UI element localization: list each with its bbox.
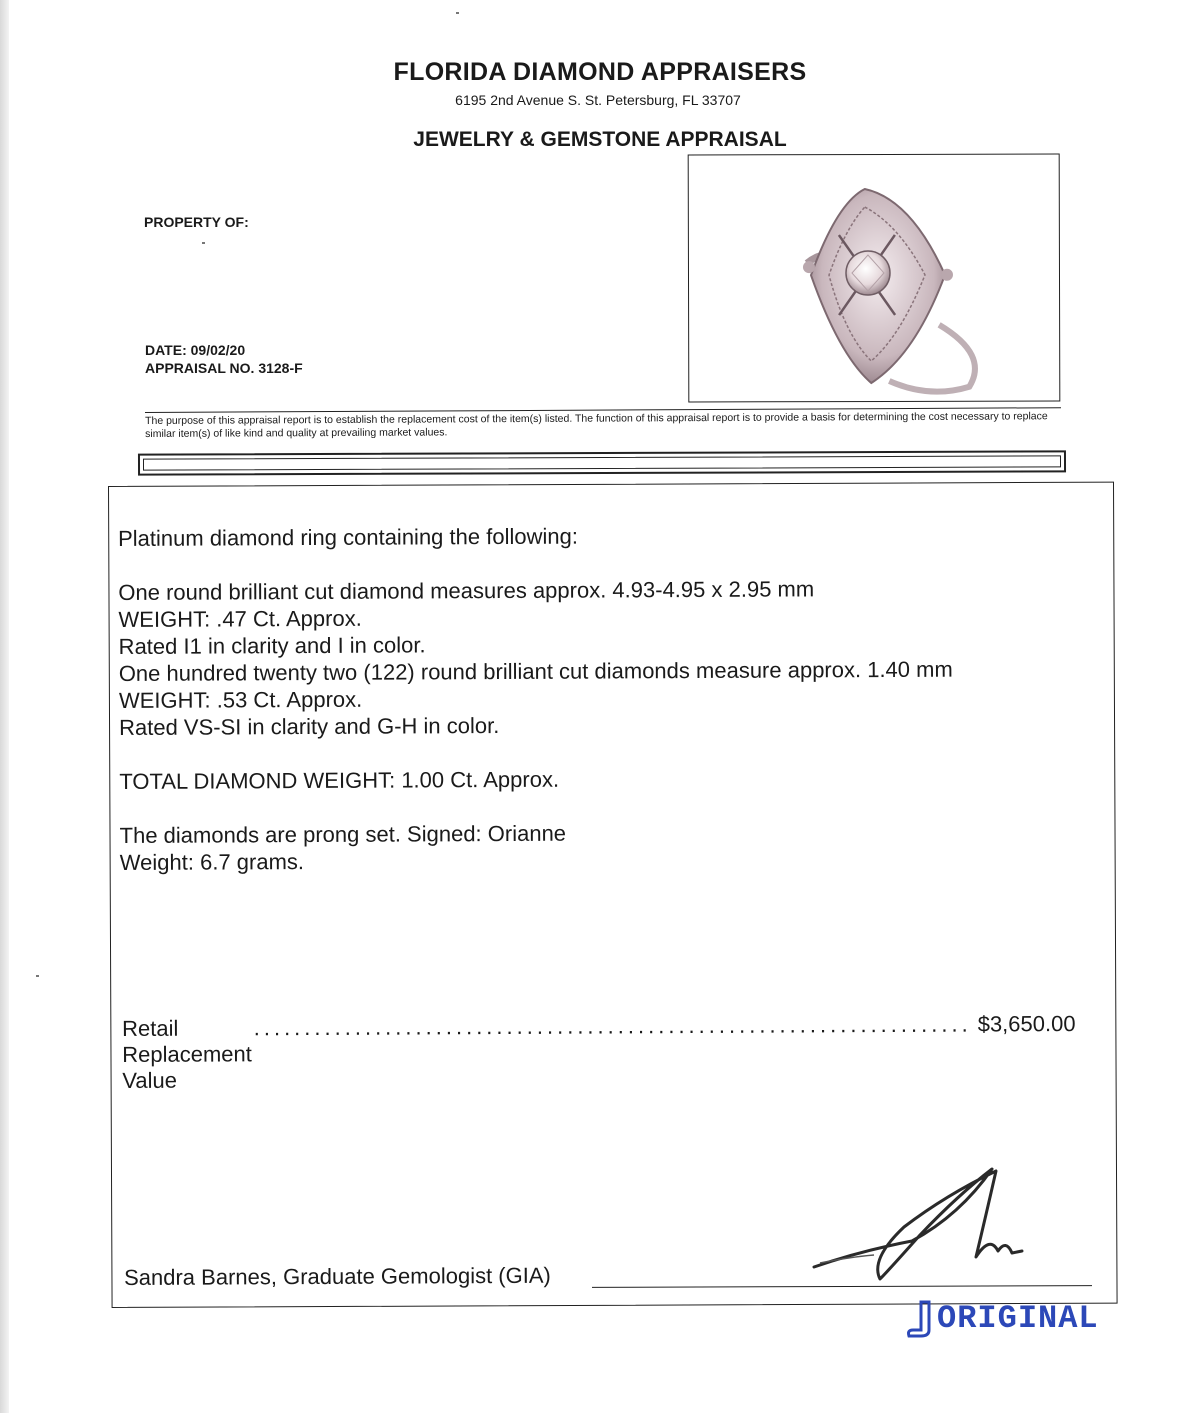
retail-value-label: Retail Replacement Value — [122, 1015, 252, 1093]
signer-name: Sandra Barnes, Graduate Gemologist (GIA) — [124, 1262, 551, 1290]
total-diamond-weight: TOTAL DIAMOND WEIGHT: 1.00 Ct. Approx. — [119, 766, 560, 794]
retail-value-row — [122, 1011, 1076, 1094]
appraisal-number-field: APPRAISAL NO. 3128-F — [145, 360, 303, 376]
original-stamp — [903, 1298, 1099, 1338]
purpose-statement: The purpose of this appraisal report is to establish the replacement cost of the item(s) listed. The function of this appraisal report is to provide a basis for determining the cost necessary to replace similar item(s) of like kind and quality at prevailing market values. — [145, 407, 1061, 441]
date-field: DATE: 09/02/20 — [145, 342, 246, 358]
center-stone-measurement: One round brilliant cut diamond measures approx. 4.93-4.95 x 2.95 mm — [118, 576, 815, 605]
company-address: 6195 2nd Avenue S. St. Petersburg, FL 33707 — [455, 92, 741, 108]
company-name: FLORIDA DIAMOND APPRAISERS — [393, 58, 807, 86]
leader-dots: ....................................................................... — [253, 1011, 972, 1041]
scan-speck — [202, 242, 205, 244]
description-intro: Platinum diamond ring containing the following: — [118, 523, 578, 551]
double-rule-divider — [138, 450, 1066, 475]
item-description — [118, 520, 1080, 876]
scan-speck — [456, 12, 459, 14]
accent-stones-measurement: One hundred twenty two (122) round brilliant cut diamonds measure approx. 1.40 mm — [118, 656, 953, 686]
center-stone-rating: Rated I1 in clarity and I in color. — [118, 632, 426, 659]
ring-photo-image — [689, 155, 1060, 402]
setting-details: The diamonds are prong set. Signed: Orianne — [119, 820, 567, 848]
ring-weight: Weight: 6.7 grams. — [119, 849, 305, 875]
accent-stones-weight: WEIGHT: .53 Ct. Approx. — [118, 686, 363, 713]
stamp-bracket-icon — [903, 1298, 933, 1338]
retail-value-amount: $3,650.00 — [977, 1011, 1076, 1037]
stamp-text: ORIGINAL — [937, 1299, 1099, 1337]
scan-speck — [36, 975, 39, 977]
property-of-label: PROPERTY OF: — [144, 214, 249, 230]
report-title: JEWELRY & GEMSTONE APPRAISAL — [413, 128, 787, 151]
handwritten-signature — [800, 1155, 1040, 1295]
accent-stones-rating: Rated VS-SI in clarity and G-H in color. — [118, 713, 500, 740]
scan-edge-shadow — [0, 0, 9, 1413]
ring-photo-frame — [688, 154, 1061, 403]
center-stone-weight: WEIGHT: .47 Ct. Approx. — [118, 605, 362, 632]
